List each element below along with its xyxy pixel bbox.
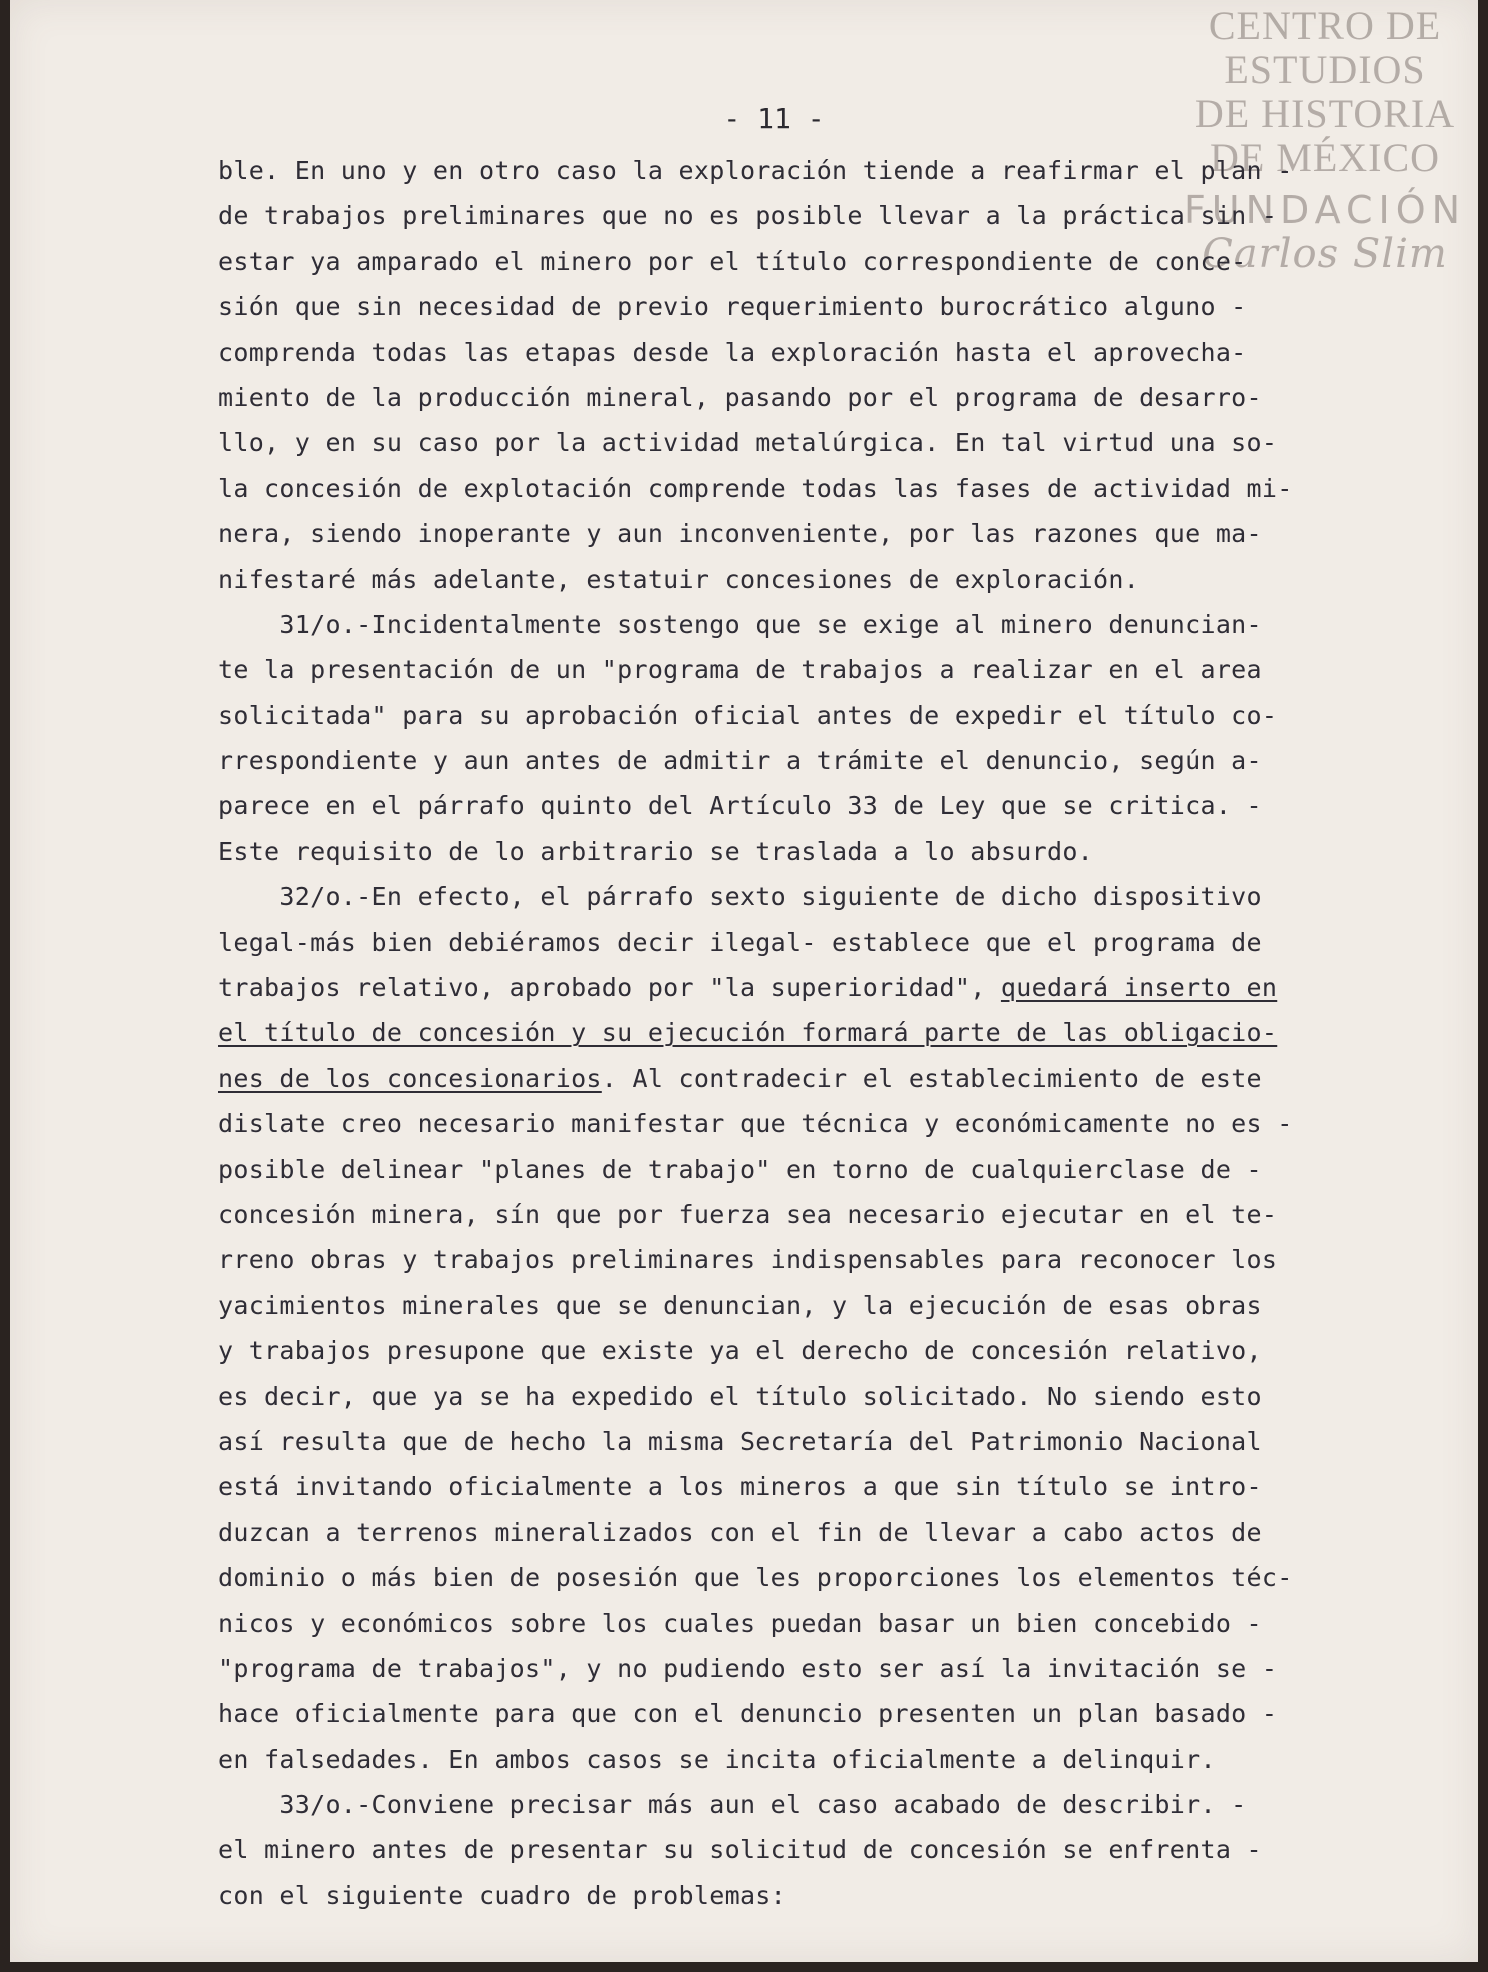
text-line: posible delinear "planes de trabajo" en torno de cualquierclase de - xyxy=(218,1154,1262,1184)
text-line: parece en el párrafo quinto del Artículo 33 de Ley que se critica. - xyxy=(218,791,1262,821)
text-line: el minero antes de presentar su solicitud de concesión se enfrenta - xyxy=(218,1835,1262,1865)
document-sheet xyxy=(10,0,1478,1962)
watermark-line: ESTUDIOS xyxy=(1224,47,1426,92)
text-line: te la presentación de un "programa de trabajos a realizar en el area xyxy=(218,655,1262,685)
text-line: 31/o.-Incidentalmente sostengo que se exige al minero denuncian- xyxy=(218,609,1262,639)
text-line: dislate creo necesario manifestar que técnica y económicamente no es - xyxy=(218,1109,1293,1139)
text-line: "programa de trabajos", y no pudiendo esto ser así la invitación se - xyxy=(218,1653,1278,1683)
text-segment: trabajos relativo, aprobado por "la superioridad", xyxy=(218,973,1001,1003)
text-line: legal-más bien debiéramos decir ilegal- establece que el programa de xyxy=(218,927,1262,957)
text-line: concesión minera, sín que por fuerza sea necesario ejecutar en el te- xyxy=(218,1199,1278,1229)
page-number: - 11 - xyxy=(723,102,825,135)
text-line: comprenda todas las etapas desde la exploración hasta el aprovecha- xyxy=(218,337,1247,367)
text-line: estar ya amparado el minero por el título correspondiente de conce- xyxy=(218,246,1247,276)
text-line-underlined xyxy=(218,1010,1418,1055)
text-line: miento de la producción mineral, pasando por el programa de desarro- xyxy=(218,382,1262,412)
text-line-with-underline xyxy=(218,1056,1418,1101)
text-line: es decir, que ya se ha expedido el título solicitado. No siendo esto xyxy=(218,1381,1262,1411)
watermark-line: DE HISTORIA xyxy=(1194,91,1456,136)
watermark-foundation: FUNDACIÓN xyxy=(1183,188,1467,232)
text-line: duzcan a terrenos mineralizados con el fin de llevar a cabo actos de xyxy=(218,1517,1262,1547)
underlined-text: el título de concesión y su ejecución formará parte de las obligacio- xyxy=(218,1018,1278,1048)
text-line: hace oficialmente para que con el denuncio presenten un plan basado - xyxy=(218,1699,1278,1729)
text-line: ble. En uno y en otro caso la exploración tiende a reafirmar el plan - xyxy=(218,156,1293,185)
text-line: con el siguiente cuadro de problemas: xyxy=(218,1880,786,1910)
text-line: en falsedades. En ambos casos se incita oficialmente a delinquir. xyxy=(218,1744,1216,1774)
text-line: nifestaré más adelante, estatuir concesiones de exploración. xyxy=(218,564,1140,594)
text-line: 33/o.-Conviene precisar más aun el caso acabado de describir. - xyxy=(218,1790,1247,1820)
text-segment: . Al contradecir el establecimiento de este xyxy=(601,1063,1262,1093)
text-line: y trabajos presupone que existe ya el derecho de concesión relativo, xyxy=(218,1336,1262,1366)
text-line: está invitando oficialmente a los mineros a que sin título se intro- xyxy=(218,1472,1262,1502)
underlined-text: nes de los concesionarios xyxy=(218,1063,602,1093)
text-line: llo, y en su caso por la actividad metalúrgica. En tal virtud una so- xyxy=(218,428,1278,458)
text-line: de trabajos preliminares que no es posible llevar a la práctica sin - xyxy=(218,201,1278,231)
text-line: solicitada" para su aprobación oficial antes de expedir el título co- xyxy=(218,700,1278,730)
text-line: rreno obras y trabajos preliminares indispensables para reconocer los xyxy=(218,1245,1278,1275)
watermark-signature: Carlos Slim xyxy=(1202,231,1448,277)
document-body xyxy=(218,148,1418,1918)
text-line: así resulta que de hecho la misma Secretaría del Patrimonio Nacional xyxy=(218,1426,1262,1456)
underlined-text: quedará inserto en xyxy=(1000,973,1278,1003)
text-line: sión que sin necesidad de previo requerimiento burocrático alguno - xyxy=(218,292,1247,322)
text-line: nicos y económicos sobre los cuales puedan basar un bien concebido - xyxy=(218,1608,1262,1638)
text-line: 32/o.-En efecto, el párrafo sexto siguiente de dicho dispositivo xyxy=(218,882,1262,912)
text-line: yacimientos minerales que se denuncian, y la ejecución de esas obras xyxy=(218,1290,1262,1320)
watermark-line: DE MÉXICO xyxy=(1209,135,1441,180)
text-line: rrespondiente y aun antes de admitir a trámite el denuncio, según a- xyxy=(218,746,1262,776)
text-line: la concesión de explotación comprende todas las fases de actividad mi- xyxy=(218,473,1293,503)
text-line-with-underline xyxy=(218,965,1418,1010)
text-line: nera, siendo inoperante y aun inconveniente, por las razones que ma- xyxy=(218,519,1262,549)
text-line: dominio o más bien de posesión que les proporciones los elementos téc- xyxy=(218,1563,1293,1593)
text-line: Este requisito de lo arbitrario se traslada a lo absurdo. xyxy=(218,836,1094,866)
watermark-line: CENTRO DE xyxy=(1208,3,1442,48)
